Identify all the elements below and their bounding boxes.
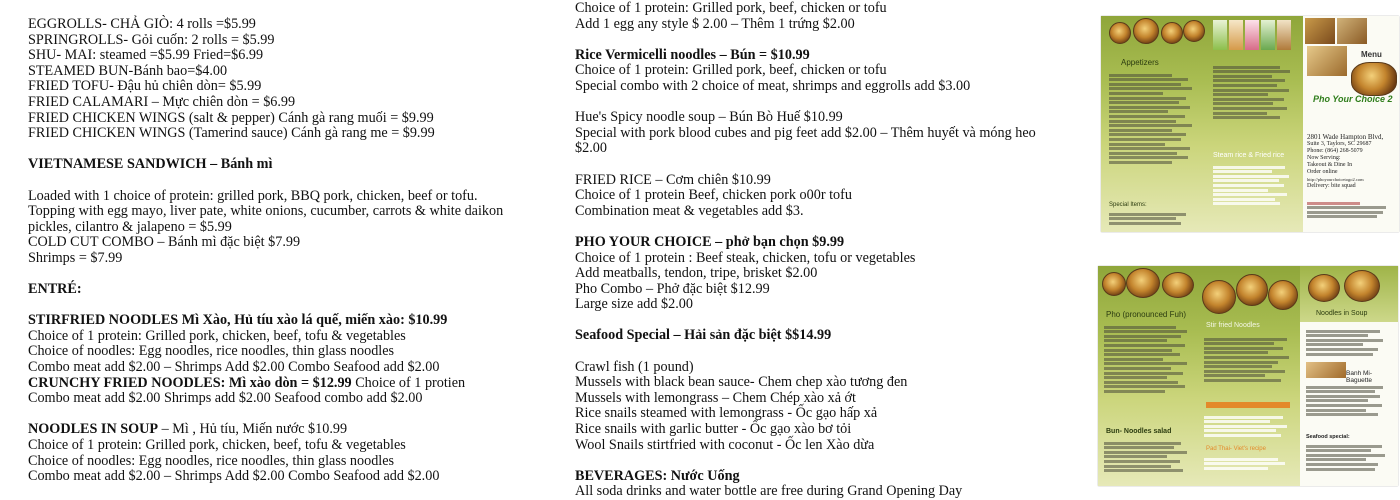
dish-photo xyxy=(1183,20,1205,42)
menu-line: Choice of noodles: Egg noodles, rice noodles, thin glass noodles xyxy=(28,452,395,469)
menu-line: Add meatballs, tendon, tripe, brisket $2.00 xyxy=(575,265,818,282)
menu-line: Pho Combo – Phở đặc biệt $12.99 xyxy=(575,280,770,297)
menu-line: Special combo with 2 choice of meat, shrimps and eggrolls add $3.00 xyxy=(575,77,971,94)
brochure-thumbnail-inside xyxy=(1098,266,1398,486)
menu-line: $2.00 xyxy=(575,140,607,157)
menu-line: FRIED CHICKEN WINGS (Tamerind sauce) Cánh gà rang me = $9.99 xyxy=(28,125,435,142)
line-spacer xyxy=(28,267,548,283)
dish-photo xyxy=(1109,22,1131,44)
menu-line: Large size add $2.00 xyxy=(575,296,693,313)
drinks-panel xyxy=(1207,16,1303,232)
menu-line: Choice of 1 protein: Grilled pork, chicken, beef, tofu & vegetables xyxy=(28,327,406,344)
menu-line: FRIED CALAMARI – Mực chiên dòn = $6.99 xyxy=(28,93,296,110)
pho-panel xyxy=(1098,266,1198,486)
menu-line: Choice of 1 protein: Grilled pork, chicken, beef, tofu & vegetables xyxy=(28,437,406,454)
menu-line: Mussels with black bean sauce- Chem chep xào tương đen xyxy=(575,374,908,391)
line-spacer xyxy=(28,298,548,314)
appetizers-panel xyxy=(1101,16,1207,232)
menu-line: FRIED CHICKEN WINGS (salt & pepper) Cánh gà rang muối = $9.99 xyxy=(28,109,434,126)
pad-thai-heading: Pad Thai- Viet's recipe xyxy=(1206,446,1266,452)
menu-line: FRIED TOFU- Đậu hủ chiên dòn= $5.99 xyxy=(28,78,262,95)
menu-line: Mussels with lemongrass – Chem Chép xào xả ớt xyxy=(575,389,856,406)
line-spacer xyxy=(28,173,548,189)
menu-heading-line: NOODLES IN SOUP – Mì , Hủ tíu, Miến nước $10.99 xyxy=(28,421,348,438)
line-spacer xyxy=(575,313,1075,329)
menu-heading-line: BEVERAGES: Nước Uống xyxy=(575,467,740,484)
menu-heading-line: STIRFRIED NOODLES Mì Xào, Hủ tíu xào lá quế, miến xào: $10.99 xyxy=(28,312,448,329)
appetizers-heading: Appetizers xyxy=(1121,58,1159,67)
menu-line: Combination meat & vegetables add $3. xyxy=(575,202,804,219)
menu-line: STEAMED BUN-Bánh bao=$4.00 xyxy=(28,62,228,79)
menu-heading-line: CRUNCHY FRIED NOODLES: Mì xào dòn = $12.99 Choice of 1 protien xyxy=(28,374,466,391)
menu-line: Choice of 1 protein : Beef steak, chicken, tofu or vegetables xyxy=(575,249,916,266)
menu-column-middle xyxy=(575,1,1075,500)
menu-heading-line: PHO YOUR CHOICE – phở bạn chọn $9.99 xyxy=(575,233,845,250)
menu-line: Loaded with 1 choice of protein: grilled pork, BBQ pork, chicken, beef or tofu. xyxy=(28,187,478,204)
menu-heading-line: ENTRÉ: xyxy=(28,281,82,298)
line-spacer xyxy=(575,453,1075,469)
banh-mi-heading: Banh Mi-Baguette xyxy=(1346,370,1373,384)
restaurant-address: 2801 Wade Hampton Blvd, Suite 3, Taylors, SC 29687 Phone: (864) 268-5079 Now Serving: Takeout & Dine In Order online http://phoyourchoicetogo2.com Delivery: bite squad xyxy=(1307,133,1384,189)
menu-line: Rice snails steamed with lemongrass - Ốc gạo hấp xả xyxy=(575,405,878,422)
menu-line: SPRINGROLLS- Gỏi cuốn: 2 rolls = $5.99 xyxy=(28,31,275,48)
menu-line: pickles, cilantro & jalapeno = $5.99 xyxy=(28,218,232,235)
line-spacer xyxy=(575,95,1075,111)
restaurant-logo: Pho Your Choice 2 xyxy=(1313,94,1393,104)
noodles-soup-heading: Noodles in Soup xyxy=(1316,310,1368,317)
menu-line: Shrimps = $7.99 xyxy=(28,249,123,266)
menu-heading: Menu xyxy=(1361,50,1382,59)
menu-line: Hue's Spicy noodle soup – Bún Bò Huế $10.99 xyxy=(575,109,843,126)
menu-line: SHU- MAI: steamed =$5.99 Fried=$6.99 xyxy=(28,47,264,64)
menu-line: Crawl fish (1 pound) xyxy=(575,358,694,375)
menu-line: Add 1 egg any style $ 2.00 – Thêm 1 trứng $2.00 xyxy=(575,15,855,32)
menu-line: Choice of noodles: Egg noodles, rice noodles, thin glass noodles xyxy=(28,343,395,360)
dish-photo xyxy=(1161,22,1183,44)
line-spacer xyxy=(28,407,548,423)
stir-fried-panel xyxy=(1198,266,1300,486)
line-spacer xyxy=(575,344,1075,360)
menu-line: Wool Snails stirtfried with coconut - Ốc len Xào dừa xyxy=(575,436,875,453)
menu-line: Choice of 1 protein: Grilled pork, beef, chicken or tofu xyxy=(575,62,887,79)
noodle-soup-panel xyxy=(1300,266,1398,486)
menu-line: Combo meat add $2.00 Shrimps add $2.00 Seafood combo add $2.00 xyxy=(28,390,423,407)
pho-heading: Pho (pronounced Fuh) xyxy=(1106,310,1187,319)
menu-line: Rice snails with garlic butter - Ốc gạo xào bơ tỏi xyxy=(575,421,852,438)
menu-line: Topping with egg mayo, liver pate, white onions, cucumber, carrots & white daikon xyxy=(28,203,504,220)
dish-photo xyxy=(1133,18,1159,44)
menu-heading-line: Rice Vermicelli noodles – Bún = $10.99 xyxy=(575,46,810,63)
brochure-thumbnail-front xyxy=(1101,16,1399,232)
steam-rice-heading: Steam rice & Fried rice xyxy=(1213,152,1285,159)
line-spacer xyxy=(575,219,1075,235)
stir-fried-heading: Stir fried Noodles xyxy=(1206,322,1260,329)
line-spacer xyxy=(28,142,548,158)
menu-heading-line: Seafood Special – Hải sản đặc biệt $$14.99 xyxy=(575,327,832,344)
special-items-heading: Special Items: xyxy=(1109,202,1147,208)
menu-heading-line: VIETNAMESE SANDWICH – Bánh mì xyxy=(28,156,273,173)
cover-panel xyxy=(1303,16,1399,232)
menu-line: All soda drinks and water bottle are free during Grand Opening Day xyxy=(575,483,963,500)
line-spacer xyxy=(575,157,1075,173)
line-spacer xyxy=(575,32,1075,48)
menu-line: Choice of 1 protein: Grilled pork, beef, chicken or tofu xyxy=(575,0,887,16)
menu-line: Combo meat add $2.00 – Shrimps Add $2.00 Combo Seafood add $2.00 xyxy=(28,468,440,485)
menu-line: FRIED RICE – Cơm chiên $10.99 xyxy=(575,171,771,188)
menu-line: Special with pork blood cubes and pig feet add $2.00 – Thêm huyết và móng heo xyxy=(575,124,1036,141)
menu-line: Choice of 1 protein Beef, chicken pork o00r tofu xyxy=(575,187,852,204)
menu-line: EGGROLLS- CHẢ GIÒ: 4 rolls =$5.99 xyxy=(28,16,256,32)
seafood-heading: Seafood special: xyxy=(1306,434,1350,440)
menu-column-left xyxy=(28,17,548,485)
menu-line: Combo meat add $2.00 – Shrimps Add $2.00 Combo Seafood add $2.00 xyxy=(28,359,440,376)
bun-heading: Bun- Noodles salad xyxy=(1106,428,1172,435)
menu-line: COLD CUT COMBO – Bánh mì đặc biệt $7.99 xyxy=(28,234,301,251)
